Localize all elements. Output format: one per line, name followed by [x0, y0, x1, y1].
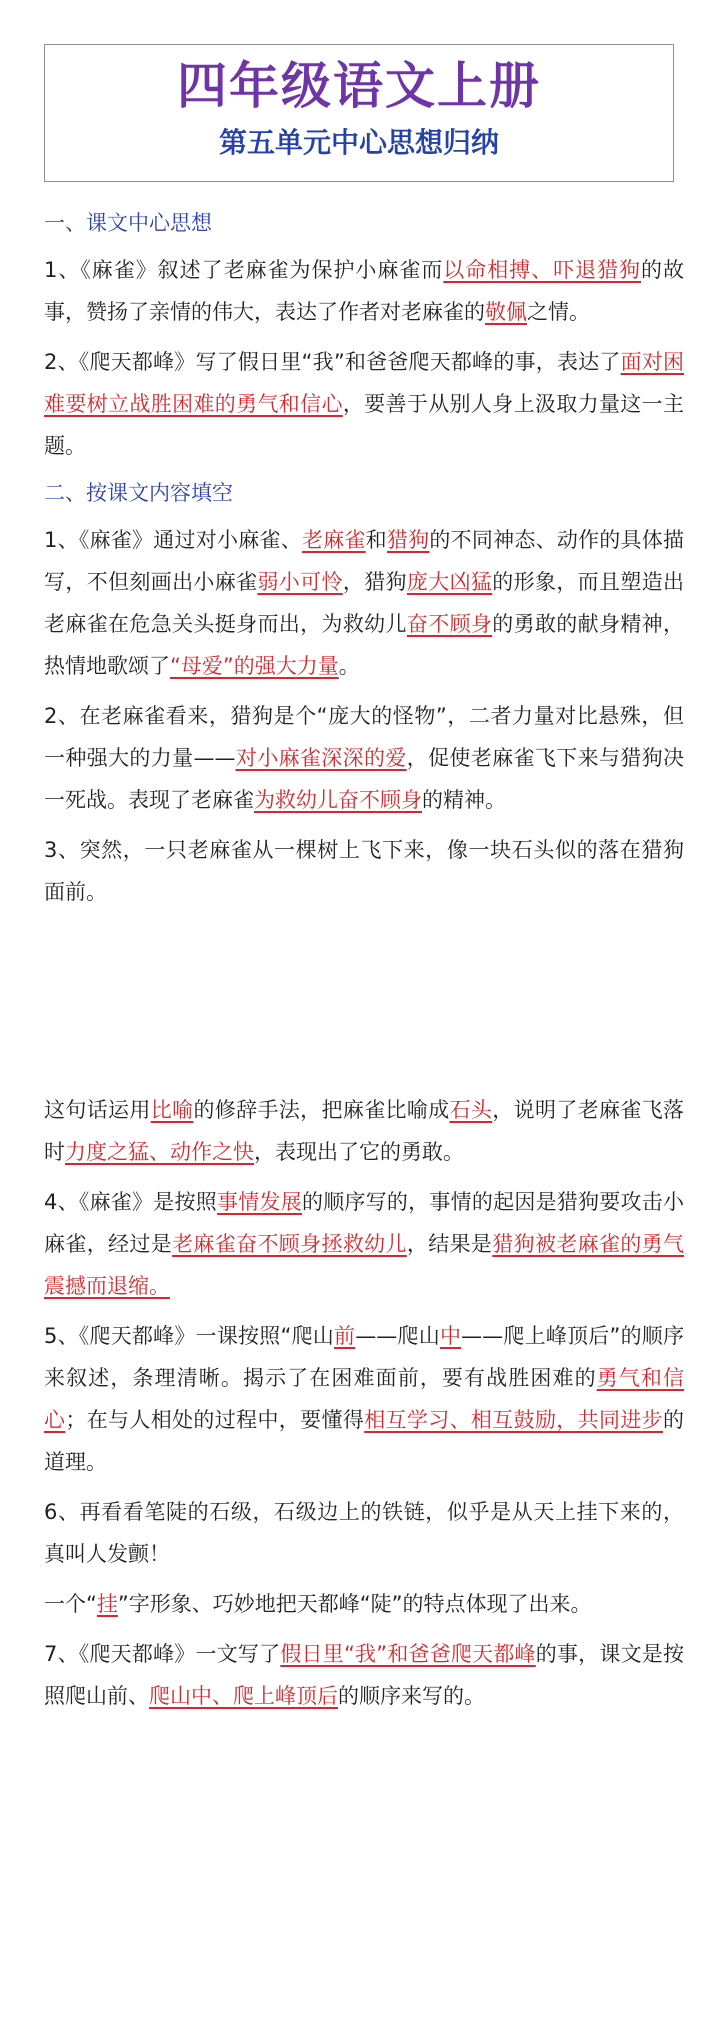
- content: [44, 205, 684, 1725]
- answer: 石头: [449, 1098, 493, 1122]
- paragraph-s1-1: [44, 249, 684, 333]
- text: 的修辞手法，把麻雀比喻成: [193, 1098, 450, 1122]
- paragraph-s2-2: [44, 695, 684, 821]
- text: 的顺序来写的。: [338, 1684, 485, 1708]
- text: 的故事，赞扬了亲情的伟大，表达了作者对老麻雀的: [44, 258, 685, 324]
- text: ——爬山: [355, 1324, 440, 1348]
- answer: 弱小可怜: [257, 570, 343, 594]
- text: 的形象，而且塑造出老麻雀在危急关头挺身而出，为救幼儿: [44, 570, 685, 636]
- answer: 勇气和信心: [44, 1366, 685, 1432]
- text: 的事，课文是按照爬山前、: [44, 1642, 684, 1708]
- text: ——爬上峰顶后”的顺序来叙述，条理清晰。揭示了在困难面前，要有战胜困难的: [44, 1324, 685, 1390]
- text: 1、《麻雀》叙述了老麻雀为保护小麻雀而: [44, 258, 444, 282]
- text: 的道理。: [44, 1408, 685, 1474]
- answer: 猎狗: [386, 528, 430, 552]
- answer: 老麻雀奋不顾身拯救幼儿: [172, 1232, 407, 1256]
- answer: 奋不顾身: [406, 612, 493, 636]
- text: 的勇敢的献身精神，热情地歌颂了: [44, 612, 685, 678]
- paragraph-s2-3b: [44, 1089, 684, 1173]
- text: 的顺序写的，事情的起因是猎狗要攻击小麻雀，经过是: [44, 1190, 684, 1256]
- text: 7、《爬天都峰》一文写了: [44, 1642, 281, 1666]
- header-box: [44, 44, 674, 182]
- text: 4、《麻雀》是按照: [44, 1190, 217, 1214]
- answer: 敬佩: [485, 300, 527, 324]
- text: 一个“: [44, 1592, 97, 1616]
- answer: 以命相搏、吓退猎狗: [443, 258, 642, 282]
- answer: 前: [334, 1324, 356, 1348]
- answer: 为救幼儿奋不顾身: [254, 788, 422, 812]
- paragraph-s2-1: [44, 519, 684, 687]
- paragraph-s1-2: [44, 341, 684, 467]
- paragraph-s2-6: [44, 1491, 684, 1575]
- page-title: 四年级语文上册: [177, 57, 541, 115]
- answer: 力度之猛、动作之快: [65, 1140, 254, 1164]
- text: 和: [365, 528, 387, 552]
- answer: 老麻雀: [301, 528, 366, 552]
- paragraph-s2-5: [44, 1315, 684, 1483]
- answer: “母爱”的强大力量: [170, 654, 339, 678]
- text: 这句话运用: [44, 1098, 151, 1122]
- text: 。: [338, 654, 360, 678]
- answer: 事情发展: [217, 1190, 302, 1214]
- page-subtitle: 第五单元中心思想归纳: [218, 126, 499, 159]
- answer: 面对困难要树立战胜困难的勇气和信心: [44, 350, 685, 416]
- text: 的不同神态、动作的具体描写，不但刻画出小麻雀: [44, 528, 685, 594]
- paragraph-s2-7: [44, 1633, 684, 1717]
- text: 的精神。: [422, 788, 506, 812]
- text: 2、《爬天都峰》写了假日里“我”和爸爸爬天都峰的事，表达了: [44, 350, 621, 374]
- blank-space: [44, 921, 684, 1089]
- text: ，表现出了它的勇敢。: [254, 1140, 464, 1164]
- text: ，猎狗: [342, 570, 407, 594]
- text: ，要善于从别人身上汲取力量这一主题。: [44, 392, 684, 458]
- text: 2、在老麻雀看来，猎狗是个“庞大的怪物”，二者力量对比悬殊，但一种强大的力量——: [44, 704, 684, 770]
- paragraph-s2-4: [44, 1181, 684, 1307]
- section-heading-1: 一、课文中心思想: [44, 211, 212, 235]
- text: 之情。: [527, 300, 590, 324]
- text: ，促使老麻雀飞下来与猎狗决一死战。表现了老麻雀: [44, 746, 685, 812]
- answer: 挂: [96, 1592, 118, 1616]
- answer: 对小麻雀深深的爱: [235, 746, 407, 770]
- answer: 爬山中、爬上峰顶后: [149, 1684, 338, 1708]
- text: ，结果是: [406, 1232, 493, 1256]
- text: 1、《麻雀》通过对小麻雀、: [44, 528, 302, 552]
- paragraph-s2-3: [44, 829, 684, 913]
- text: 6、再看看笔陡的石级，石级边上的铁链，似乎是从天上挂下来的，真叫人发颤！: [44, 1500, 684, 1566]
- answer: 假日里“我”和爸爸爬天都峰: [280, 1642, 536, 1666]
- text: ”字形象、巧妙地把天都峰“陡”的特点体现了出来。: [117, 1592, 592, 1616]
- answer: 猎狗被老麻雀的勇气震撼而退缩。: [44, 1232, 685, 1298]
- paragraph-s2-6b: [44, 1583, 684, 1625]
- text: ；在与人相处的过程中，要懂得: [65, 1408, 365, 1432]
- text: 3、突然，一只老麻雀从一棵树上飞下来，像一块石头似的落在猎狗面前。: [44, 838, 684, 904]
- answer: 相互学习、相互鼓励，共同进步: [364, 1408, 664, 1432]
- text: 5、《爬天都峰》一课按照“爬山: [44, 1324, 335, 1348]
- text: ，说明了老麻雀飞落时: [44, 1098, 685, 1164]
- section-heading-2: 二、按课文内容填空: [44, 481, 233, 505]
- answer: 庞大凶猛: [406, 570, 493, 594]
- answer: 比喻: [150, 1098, 194, 1122]
- answer: 中: [439, 1324, 462, 1348]
